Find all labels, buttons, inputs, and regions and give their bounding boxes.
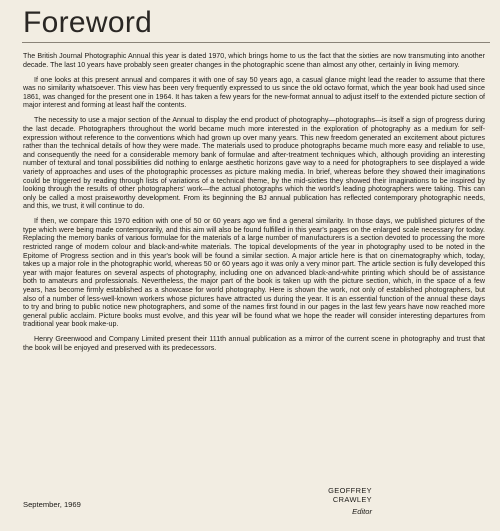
signature-role: Editor	[352, 507, 372, 516]
title-divider	[22, 42, 490, 43]
paragraph-5: Henry Greenwood and Company Limited present their 111th annual publication as a mirror of the current scene in photography and trust that the book will be enjoyed and preserved with its predecessors.	[23, 335, 485, 352]
signature-block	[292, 486, 372, 516]
paragraph-2: If one looks at this present annual and compares it with one of say 50 years ago, a casual glance might lead the reader to assume that there was no similarity whatsoever. This view has been very frequently expressed to us since the old octavo format, which the year book had used since 1861, was changed for the present one in 1964. It has taken a few years for the new-format annual to adjust itself to the extended picture section of major interest and forming at least half the contents.	[23, 75, 485, 110]
page-title: Foreword	[23, 6, 153, 39]
foreword-body	[23, 52, 485, 359]
paragraph-1: The British Journal Photographic Annual this year is dated 1970, which brings home to us the fact that the sixties are now transmuting into another decade. The last 10 years have probably seen greater changes in the photographic scene than almost any other, certainly in living memory.	[23, 52, 485, 69]
date-line: September, 1969	[23, 500, 81, 509]
paragraph-3: The necessity to use a major section of the Annual to display the end product of photography—photographs—is itself a sign of progress during the last decade. Photographers throughout the world became much more interested in the exploration of photography as a medium for self-expression without reference to the conventions which had grown up over many years. This new freedom generated an excitement about pictures rather than the technical details of how they were made. The materials used to produce photographs became much more easy and reliable to use, and consequently the need for a considerable memory bank of formulae and after-treatment techniques which, although providing an interesting number of textural and tonal possibilities did nothing to enlarge aesthetic horizons gave way to a need for photographers to see displayed a wide variety of approaches and uses of the photographic processes as picture making media. In brief, whereas before they showed their imaginations could be triggered by reading through lists of variations of a technical theme, by the mid-sixties they showed their imaginations to be inspired by looking through the results of other photographers' work—the actual photographs which the world's leading photographers were taking. This can only be called a most praiseworthy development. From its beginning the BJ annual publication has reflected contemporary photographic needs, and this, we trust, it will continue to do.	[23, 116, 485, 211]
paragraph-4: If then, we compare this 1970 edition with one of 50 or 60 years ago we find a general similarity. In those days, we published pictures of the type which were being made contemporarily, and this aim will also be found fulfilled in this year's pages on the enlarged scale necessary for today. Replacing the memory banks of various formulae for the materials of a large number of manufacturers is a section devoted to processing the more restricted range of modern colour and black-and-white materials. The topical developments of the year in photography used to be noted in the Epitome of Progress section and in this year's book will be found a similar section. A major article here is that on cinematography which, today, takes up a major role in the photographic world, whereas 50 or 60 years ago it was only a very minor part. The article section is fully developed this year with major features on several aspects of photography, including one on advanced black-and-white printing which should be of assistance both to amateurs and professionals. Nevertheless, the major part of the book is taken up with the picture section, which, in the space of a few years, has become firmly established as a showcase for world photography. Here is shown the work, not only of established photographers, but also of a number of less-well-known workers whose pictures have attracted us during the year. It is an essential function of the annual these days to try and bring to public notice new photographers, and some of the names first found in our pages in the last few years have now reached more general public acclaim. Picture books must evolve, and this year will be found what we hope the reader will consider interesting departures from traditional year book make-up.	[23, 217, 485, 329]
signature-name: GEOFFREY CRAWLEY	[328, 486, 372, 504]
